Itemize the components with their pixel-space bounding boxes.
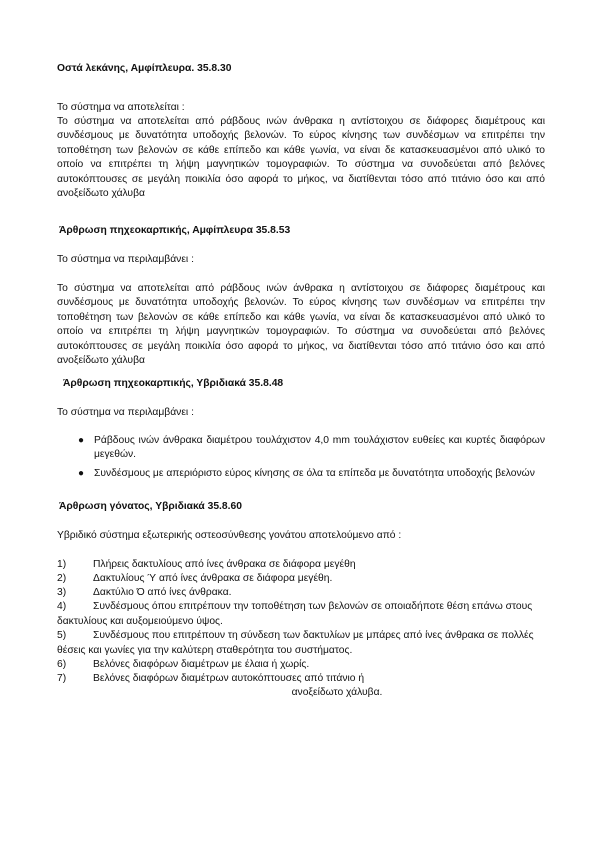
numbered-item-continuation: ανοξείδωτο χάλυβα. bbox=[291, 687, 383, 698]
section-intro: Το σύστημα να αποτελείται : bbox=[57, 102, 185, 113]
numbered-item: 1) Πλήρεις δακτυλίους από ίνες άνθρακα σε διάφορα μεγέθη bbox=[57, 559, 356, 570]
list-item: ● Ράβδους ινών άνθρακα διαμέτρου τουλάχιστον 4,0 mm τουλάχιστον ευθείες και κυρτές διαφόρων μεγεθών. bbox=[78, 435, 545, 461]
numbered-item: 2) Δακτυλίους Ύ από ίνες άνθρακα σε διάφορα μεγέθη. bbox=[57, 573, 333, 584]
numbered-item: 7) Βελόνες διαφόρων διαμέτρων αυτοκόπτουσες από τιτάνιο ή bbox=[57, 673, 365, 684]
section-heading: Άρθρωση πηχεοκαρπικής, Υβριδιακά 35.8.48 bbox=[63, 378, 284, 389]
numbered-item: 3) Δακτύλιο Ό από ίνες άνθρακα. bbox=[57, 587, 232, 598]
section-body: Το σύστημα να αποτελείται από ράβδους ινών άνθρακα η αντίστοιχου σε διάφορες διαμέτρους και συνδέσμους με δυνατότητα υποδοχής βελονών. Το εύρος κίνησης των συνδέσμων να επιτρέπει την τοποθέτηση των βελονών σε κάθε επίπεδο και κάθε γωνία, να είναι δε κατασκευασμένοι από υλικό το οποίο να επιτρέπει τη λήψη μαγνητικών τομογραφιών. Το σύστημα να συνοδεύεται από βελόνες αυτοκόπτουσες σε μεγάλη ποικιλία όσο αφορά το μήκος, να διατίθενται τόσο από τιτάνιο όσο και από ανοξείδωτο χάλυβα bbox=[57, 283, 545, 367]
section-intro: Το σύστημα να περιλαμβάνει : bbox=[57, 407, 194, 418]
section-heading: Άρθρωση πηχεοκαρπικής, Αμφίπλευρα 35.8.53 bbox=[59, 225, 291, 236]
numbered-item: 5) Συνδέσμους που επιτρέπουν τη σύνδεση των δακτυλίων με μπάρες από ίνες άνθρακα σε πολλές θέσεις και γωνίες για την καλύτερη σταθερότητα του συστήματος. bbox=[57, 630, 534, 656]
list-item: ● Συνδέσμους με απεριόριστο εύρος κίνησης σε όλα τα επίπεδα με δυνατότητα υποδοχής βελονών bbox=[78, 467, 545, 481]
section-intro: Υβριδικό σύστημα εξωτερικής οστεοσύνθεσης γονάτου αποτελούμενο από : bbox=[57, 530, 402, 541]
bullet-icon: ● bbox=[78, 467, 85, 479]
section-heading: Άρθρωση γόνατος, Υβριδιακά 35.8.60 bbox=[59, 501, 242, 512]
bullet-list bbox=[78, 434, 545, 485]
section-heading: Οστά λεκάνης, Αμφίπλευρα. 35.8.30 bbox=[57, 63, 232, 74]
section-intro: Το σύστημα να περιλαμβάνει : bbox=[57, 254, 194, 265]
numbered-item: 4) Συνδέσμους όπου επιτρέπουν την τοποθέτηση των βελονών σε οποιαδήποτε θέση επάνω στους δακτυλίους και αυξομειούμενο ύψος. bbox=[57, 601, 533, 627]
numbered-item: 6) Βελόνες διαφόρων διαμέτρων με έλαια ή χωρίς. bbox=[57, 659, 310, 670]
section-body: Το σύστημα να αποτελείται από ράβδους ινών άνθρακα η αντίστοιχου σε διάφορες διαμέτρους και συνδέσμους με δυνατότητα υποδοχής βελονών. Το εύρος κίνησης των συνδέσμων να επιτρέπει την τοποθέτηση των βελονών σε κάθε επίπεδο και κάθε γωνία, να είναι δε κατασκευασμένοι από υλικό το οποίο να επιτρέπει τη λήψη μαγνητικών τομογραφιών. Το σύστημα να συνοδεύεται από βελόνες αυτοκόπτουσες σε μεγάλη ποικιλία όσο αφορά το μήκος, να διατίθενται τόσο από τιτάνιο όσο και από ανοξείδωτο χάλυβα bbox=[57, 116, 545, 200]
bullet-icon: ● bbox=[78, 435, 85, 446]
